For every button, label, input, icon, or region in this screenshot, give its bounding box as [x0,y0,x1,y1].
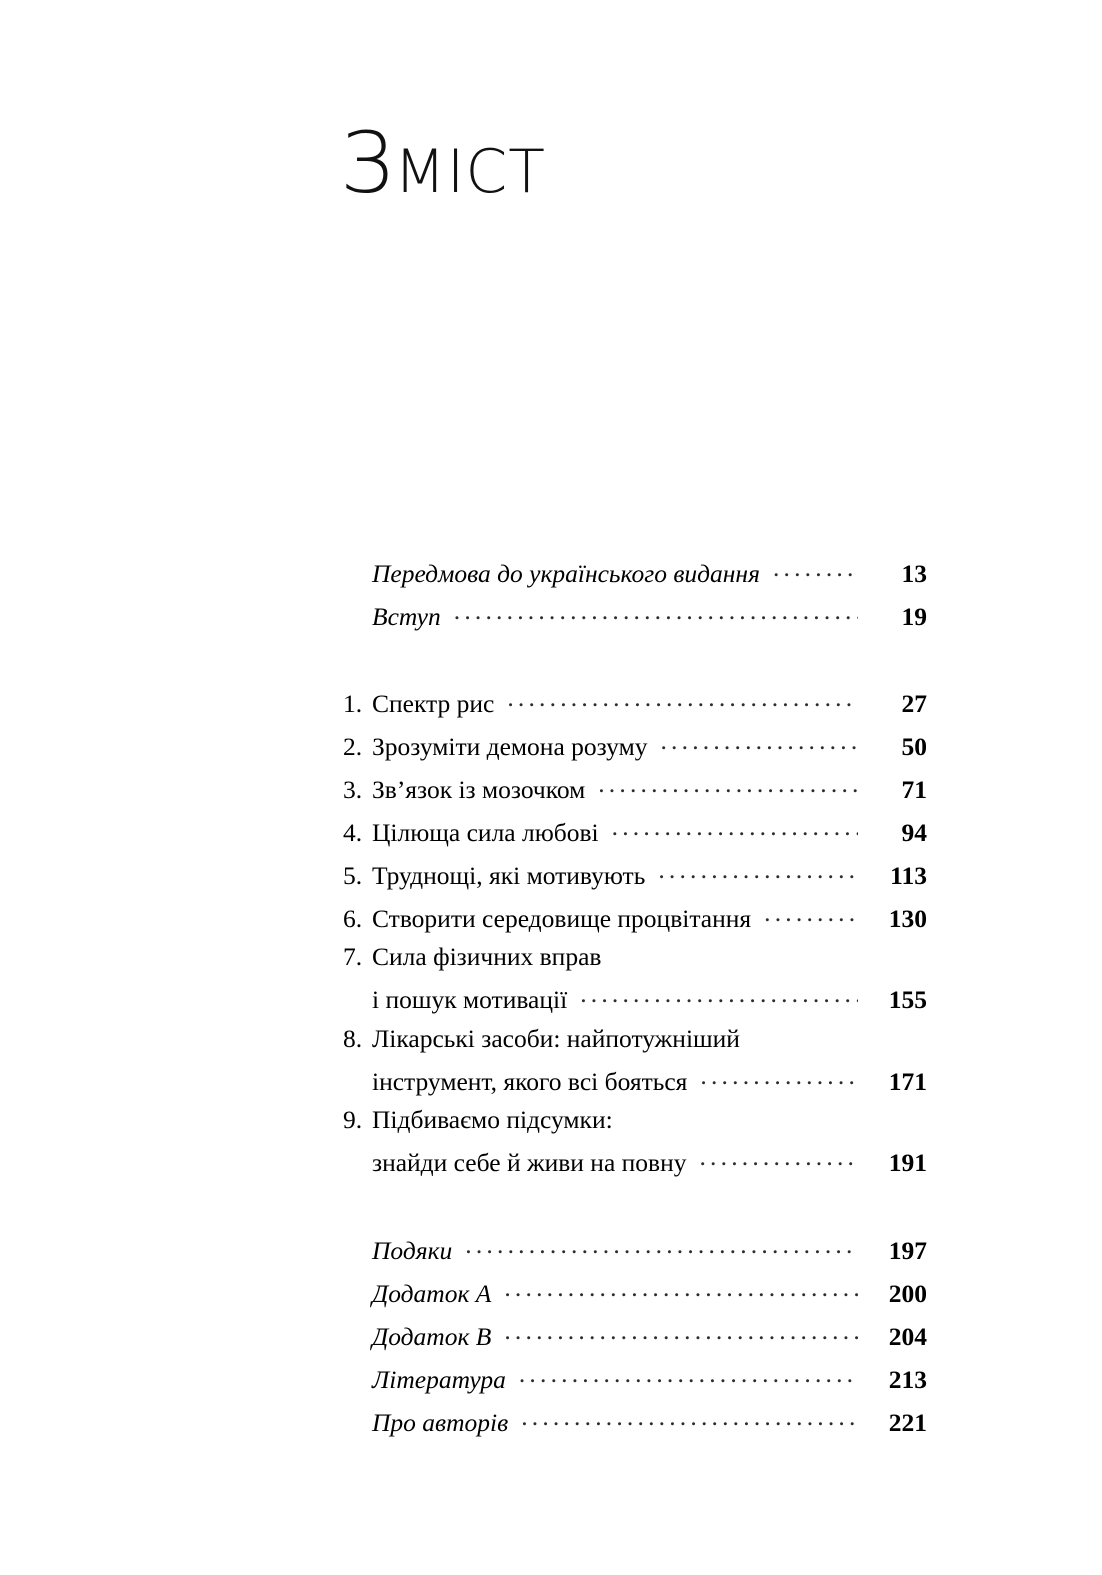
table-of-contents [343,556,927,1436]
toc-entry-label: Цілюща сила любові [372,817,599,847]
toc-entry-page-number: 171 [888,1066,927,1096]
toc-entry-label: Спектр рис [372,688,495,718]
toc-entry-line-2 [343,983,927,1013]
toc-entry-label: Додаток A [372,1279,492,1308]
toc-entry-label-wrap [372,558,760,588]
toc-entry-label-wrap [372,688,495,718]
toc-entry-number: 9. [343,1105,363,1134]
toc-entry-label-wrap [372,731,648,761]
toc-entry-back-4[interactable] [343,1406,927,1436]
dot-leader [764,901,858,927]
toc-entry-label-wrap [372,860,646,890]
dot-leader [465,1234,858,1260]
toc-entry-label: Підбиваємо підсумки: [372,1105,613,1134]
dot-leader [658,858,858,884]
toc-entry-label: Лікарські засоби: найпотужніший [372,1023,740,1053]
toc-entry-label: Література [372,1365,506,1394]
dot-leader [612,815,858,841]
toc-entry-label: Створити середовище процвітання [372,903,752,933]
toc-entry-label: Сила фізичних вправ [372,942,602,971]
toc-entry-label-wrap [372,1023,740,1053]
toc-entry-chapter-6[interactable] [343,901,927,931]
toc-entry-page-number: 221 [888,1408,927,1437]
toc-entry-chapter-8[interactable] [343,1023,927,1096]
toc-entry-line-2 [343,1064,927,1094]
toc-entry-chapter-7[interactable] [343,944,927,1013]
dot-leader [454,599,858,625]
dot-leader [504,1320,858,1346]
toc-entry-page-number: 197 [888,1236,927,1265]
toc-entry-label: Додаток B [372,1322,492,1351]
toc-entry-label-wrap [372,903,752,933]
toc-entry-page-number: 27 [901,688,927,718]
toc-entry-label-wrap [372,944,601,970]
dot-leader [598,772,858,798]
toc-entry-label-wrap [372,774,586,804]
toc-entry-label-wrap [372,817,599,847]
toc-entry-label: і пошук мотивації [372,985,568,1014]
toc-group-back-matter [343,1234,927,1436]
toc-entry-line-2 [343,1146,927,1176]
page-title-rest: МІСТ [393,137,546,208]
toc-entry-line-1 [343,944,927,970]
toc-entry-label: Подяки [372,1236,453,1265]
dot-leader [521,1406,858,1432]
toc-entry-label: Труднощі, які мотивують [372,860,646,890]
toc-entry-label-wrap [372,987,567,1013]
toc-entry-back-3[interactable] [343,1363,927,1393]
dot-leader [580,983,858,1009]
toc-entry-number: 7. [343,942,363,971]
toc-group-chapters [343,686,927,1176]
dot-leader [519,1363,858,1389]
toc-entry-chapter-3[interactable] [343,772,927,802]
toc-entry-page-number: 94 [901,817,927,847]
toc-entry-label: Зв’язок із мозочком [372,774,586,804]
toc-entry-page-number: 71 [901,774,927,804]
toc-entry-number: 4. [343,817,363,847]
toc-entry-label-wrap [372,1150,686,1176]
toc-entry-label: Про авторів [372,1408,509,1437]
toc-entry-label-wrap [372,601,441,631]
toc-entry-label-wrap [372,1107,613,1133]
dot-leader [699,1146,858,1172]
toc-entry-page-number: 213 [888,1365,927,1394]
page-title [340,114,546,213]
toc-entry-line-1 [343,1107,927,1133]
toc-entry-page-number: 19 [901,601,927,631]
toc-entry-chapter-9[interactable] [343,1107,927,1176]
toc-entry-label: знайди себе й живи на повну [372,1148,687,1177]
dot-leader [660,729,858,755]
toc-entry-number: 8. [343,1023,363,1053]
toc-entry-front-1[interactable] [343,599,927,629]
toc-entry-page-number: 200 [888,1279,927,1308]
toc-entry-page-number: 191 [888,1148,927,1177]
toc-entry-label-wrap [372,1238,452,1264]
page-title-initial: З [340,114,394,213]
toc-entry-number: 1. [343,688,363,718]
toc-entry-number: 5. [343,860,363,890]
toc-entry-page-number: 204 [888,1322,927,1351]
toc-entry-chapter-1[interactable] [343,686,927,716]
toc-entry-back-2[interactable] [343,1320,927,1350]
toc-entry-back-1[interactable] [343,1277,927,1307]
toc-entry-number: 3. [343,774,363,804]
dot-leader [504,1277,858,1303]
toc-entry-chapter-5[interactable] [343,858,927,888]
toc-entry-page-number: 113 [890,860,927,890]
toc-entry-front-0[interactable] [343,556,927,586]
toc-entry-number: 2. [343,731,363,761]
toc-entry-page-number: 50 [901,731,927,761]
toc-entry-label: Зрозуміти демона розуму [372,731,648,761]
toc-entry-label: Передмова до українського видання [372,558,760,588]
toc-entry-label-wrap [372,1367,506,1393]
toc-entry-page-number: 155 [888,985,927,1014]
toc-entry-label: Вступ [372,601,441,631]
dot-leader [773,556,858,582]
toc-entry-chapter-4[interactable] [343,815,927,845]
toc-entry-label-wrap [372,1281,491,1307]
toc-entry-label: інструмент, якого всі бояться [372,1066,688,1096]
toc-entry-label-wrap [372,1066,688,1096]
toc-entry-page-number: 13 [901,558,927,588]
toc-group-front-matter [343,556,927,629]
toc-entry-line-1 [343,1023,927,1053]
dot-leader [700,1064,858,1090]
dot-leader [507,686,858,712]
toc-entry-number: 6. [343,903,363,933]
toc-entry-label-wrap [372,1410,508,1436]
toc-entry-label-wrap [372,1324,491,1350]
toc-entry-back-0[interactable] [343,1234,927,1264]
toc-entry-page-number: 130 [888,903,927,933]
toc-entry-chapter-2[interactable] [343,729,927,759]
